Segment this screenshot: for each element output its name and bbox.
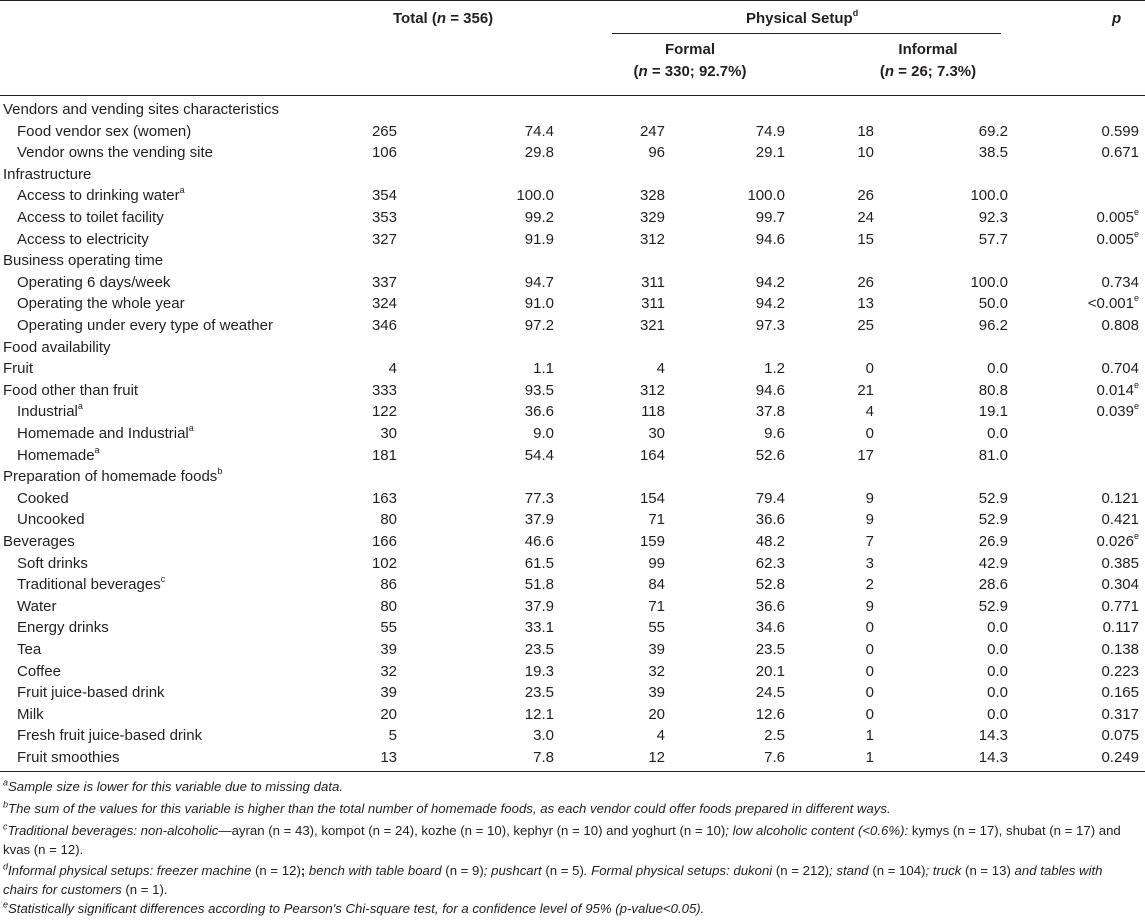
table-row [0, 488, 1145, 510]
table-row [0, 553, 1145, 575]
cell-informal-n: 9 [865, 597, 874, 615]
footnote-e: $^e$Statistically significant differences according to Pearson's Chi-square test, for a confidence level of 95% (p-value<0.05). [3, 899, 705, 916]
row-label: Access to electricity [17, 230, 149, 248]
cell-informal-pct: 38.5 [978, 144, 1008, 162]
table-row [0, 142, 1145, 164]
cell-p-value: 0.165 [1101, 684, 1139, 702]
cell-p-value: 0.704 [1101, 360, 1139, 378]
cell-informal-pct: 52.9 [978, 511, 1008, 529]
cell-formal-n: 164 [639, 446, 665, 464]
cell-formal-n: 96 [648, 144, 665, 162]
cell-informal-n: 0 [865, 705, 874, 723]
cell-informal-n: 0 [865, 619, 874, 637]
cell-formal-pct: 2.5 [764, 727, 785, 745]
cell-p-value: 0.138 [1101, 641, 1139, 658]
table-row [0, 229, 1145, 251]
cell-formal-n: 71 [648, 511, 665, 529]
cell-informal-n: 3 [865, 554, 874, 572]
cell-p-value: 0.117 [1102, 619, 1139, 637]
cell-informal-pct: 14.3 [978, 727, 1008, 745]
table-row [0, 747, 1145, 769]
table-bottom-rule [0, 771, 1145, 772]
header-informal: Informal (n = 26; 7.3%) [838, 39, 1018, 83]
cell-informal-n: 26 [857, 273, 874, 291]
cell-total-n: 163 [371, 489, 397, 507]
cell-total-n: 324 [371, 295, 397, 313]
cell-total-pct: 19.3 [524, 662, 554, 680]
cell-formal-n: 329 [639, 209, 665, 226]
cell-total-n: 166 [371, 533, 397, 550]
table-row [0, 596, 1145, 618]
cell-total-n: 32 [380, 662, 397, 680]
row-label: Vendor owns the vending site [17, 144, 213, 162]
cell-informal-pct: 14.3 [978, 749, 1008, 766]
table-row [0, 315, 1145, 337]
cell-total-pct: 74.4 [524, 122, 554, 140]
cell-total-n: 102 [371, 554, 397, 572]
table-row [0, 185, 1145, 207]
cell-total-n: 39 [380, 641, 397, 658]
cell-informal-n: 9 [865, 511, 874, 529]
cell-formal-pct: 97.3 [755, 317, 785, 334]
cell-informal-pct: 81.0 [978, 446, 1008, 464]
cell-formal-pct: 36.6 [755, 597, 785, 615]
cell-informal-pct: 100.0 [970, 273, 1008, 291]
row-label: Operating under every type of weather [17, 317, 273, 334]
cell-informal-pct: 0.0 [987, 360, 1008, 378]
cell-p-value: 0.808 [1101, 317, 1139, 334]
cell-formal-n: 311 [641, 273, 665, 291]
cell-informal-n: 1 [865, 727, 874, 745]
table-row [0, 423, 1145, 445]
cell-total-pct: 51.8 [524, 576, 554, 594]
cell-formal-pct: 94.2 [755, 295, 785, 313]
cell-total-n: 20 [380, 705, 397, 723]
cell-p-value: 0.734 [1101, 273, 1139, 291]
cell-total-n: 80 [380, 597, 397, 615]
footnote-c: $^c$Traditional beverages: non-alcoholic—ayran (n = 43), kompot (n = 24), kozhe (n = 10), kephyr (n = 10) and yoghurt (n = 10); low alcoholic content (<0.6%): kymys (n = 17), shubat (n = 17) and kvas (n = 12). [3, 821, 1121, 857]
cell-informal-pct: 92.3 [978, 209, 1008, 226]
row-label: Fruit smoothies [17, 749, 120, 766]
cell-formal-pct: 74.9 [755, 122, 785, 140]
table-row [0, 380, 1145, 402]
cell-total-n: 353 [371, 209, 397, 226]
cell-formal-n: 39 [648, 641, 665, 658]
cell-formal-pct: 20.1 [755, 662, 785, 680]
cell-formal-n: 55 [648, 619, 665, 637]
cell-informal-pct: 0.0 [987, 684, 1008, 702]
cell-informal-n: 18 [857, 122, 874, 140]
cell-formal-n: 71 [648, 597, 665, 615]
cell-informal-pct: 0.0 [987, 619, 1008, 637]
table-row [0, 99, 1145, 121]
row-label: Fresh fruit juice-based drink [17, 727, 203, 745]
cell-formal-pct: 36.6 [755, 511, 785, 529]
cell-formal-n: 99 [648, 554, 665, 572]
table-row [0, 293, 1145, 315]
table-row [0, 445, 1145, 467]
header-physical-setup: Physical Setup$^d$ [746, 8, 859, 27]
cell-formal-n: 20 [648, 705, 665, 723]
cell-total-n: 122 [371, 403, 397, 421]
table-row [0, 682, 1145, 704]
cell-formal-n: 4 [656, 360, 665, 378]
cell-informal-n: 24 [857, 209, 874, 226]
cell-informal-n: 13 [857, 295, 874, 313]
cell-total-pct: 7.8 [533, 749, 554, 766]
table-row [0, 121, 1145, 143]
cell-informal-n: 7 [865, 533, 874, 550]
cell-total-pct: 91.9 [524, 230, 554, 248]
cell-total-pct: 37.9 [524, 511, 554, 529]
cell-total-pct: 91.0 [524, 295, 554, 313]
cell-p-value: 0.014e [1096, 379, 1139, 399]
cell-formal-n: 118 [641, 403, 665, 421]
table-row [0, 704, 1145, 726]
cell-formal-n: 39 [648, 684, 665, 702]
cell-p-value: 0.385 [1101, 554, 1139, 572]
cell-formal-n: 247 [639, 122, 665, 140]
cell-informal-pct: 80.8 [978, 381, 1008, 399]
cell-formal-n: 4 [656, 727, 665, 745]
row-label: Operating the whole year [17, 295, 185, 313]
cell-total-n: 39 [380, 684, 397, 702]
cell-formal-pct: 23.5 [755, 641, 785, 658]
cell-formal-pct: 29.1 [755, 144, 785, 162]
header-formal-sub: (n = 330; 92.7%) [633, 63, 747, 80]
cell-informal-pct: 100.0 [970, 187, 1008, 205]
cell-p-value: 0.005e [1096, 207, 1139, 226]
footnote-d: $^d$Informal physical setups: freezer machine (n = 12); bench with table board (n = 9); pushcart (n = 5). Formal physical setups: dukoni (n = 212); stand (n = 104); truck (n = 13) and tables with chairs for customers (n = 1). [3, 861, 1103, 897]
row-label: Fruit [3, 360, 33, 378]
cell-total-n: 106 [371, 144, 397, 162]
cell-informal-pct: 0.0 [987, 641, 1008, 658]
table-row [0, 661, 1145, 683]
cell-total-pct: 99.2 [524, 209, 554, 226]
cell-informal-n: 4 [865, 403, 874, 421]
cell-formal-pct: 24.5 [755, 684, 785, 702]
cell-formal-pct: 12.6 [755, 705, 785, 723]
top-rule [0, 0, 1145, 1]
cell-total-n: 30 [380, 425, 397, 442]
cell-formal-pct: 52.6 [755, 446, 785, 464]
cell-formal-pct: 94.2 [755, 273, 785, 291]
physical-setup-rule [612, 33, 1001, 34]
header-formal: Formal (n = 330; 92.7%) [600, 39, 780, 83]
cell-formal-n: 328 [639, 187, 665, 205]
row-label: Cooked [17, 489, 69, 507]
row-label: Business operating time [3, 252, 164, 270]
cell-p-value: 0.121 [1101, 489, 1139, 507]
cell-p-value: 0.026e [1096, 531, 1139, 550]
cell-total-n: 354 [371, 187, 397, 205]
row-label: Soft drinks [17, 554, 88, 572]
cell-total-pct: 61.5 [524, 554, 554, 572]
cell-total-n: 333 [371, 381, 397, 399]
cell-formal-n: 311 [641, 295, 665, 313]
cell-informal-pct: 0.0 [987, 425, 1008, 442]
row-label: Homemade and Industrial$^a$ [17, 423, 194, 442]
cell-informal-n: 2 [865, 576, 874, 594]
cell-total-pct: 77.3 [524, 489, 554, 507]
cell-total-n: 181 [371, 446, 397, 464]
cell-formal-n: 32 [648, 662, 665, 680]
cell-total-n: 55 [380, 619, 397, 637]
cell-total-n: 346 [371, 317, 397, 334]
cell-total-pct: 46.6 [524, 533, 554, 550]
cell-informal-pct: 28.6 [978, 576, 1008, 594]
cell-formal-n: 312 [639, 230, 665, 248]
row-label: Fruit juice-based drink [17, 684, 165, 702]
cell-p-value: 0.317 [1101, 705, 1139, 723]
table-row [0, 358, 1145, 380]
row-label: Traditional beverages$^c$ [17, 574, 166, 594]
cell-informal-pct: 26.9 [978, 533, 1008, 550]
cell-total-pct: 29.8 [524, 144, 554, 162]
cell-formal-pct: 94.6 [755, 381, 785, 399]
table-row [0, 574, 1145, 596]
row-label: Tea [17, 641, 42, 658]
footnote-a: $^a$Sample size is lower for this variable due to missing data. [3, 777, 343, 794]
cell-total-n: 5 [388, 727, 397, 745]
cell-informal-n: 1 [865, 749, 874, 766]
cell-formal-n: 312 [639, 381, 665, 399]
cell-informal-pct: 57.7 [978, 230, 1008, 248]
cell-total-n: 4 [388, 360, 397, 378]
cell-p-value: 0.671 [1101, 144, 1139, 162]
row-label: Beverages [3, 533, 75, 550]
cell-formal-pct: 99.7 [755, 209, 785, 226]
cell-formal-n: 12 [648, 749, 665, 766]
cell-informal-n: 26 [857, 187, 874, 205]
cell-total-n: 337 [371, 273, 397, 291]
cell-total-pct: 9.0 [533, 425, 554, 442]
table-row [0, 250, 1145, 272]
cell-informal-pct: 0.0 [987, 705, 1008, 723]
cell-formal-n: 30 [648, 425, 665, 442]
cell-informal-pct: 42.9 [978, 554, 1008, 572]
table-row [0, 617, 1145, 639]
cell-total-pct: 54.4 [524, 446, 554, 464]
cell-informal-pct: 69.2 [978, 122, 1008, 140]
cell-informal-n: 0 [865, 425, 874, 442]
header-bottom-rule [0, 95, 1145, 96]
cell-formal-pct: 37.8 [755, 403, 785, 421]
cell-informal-n: 0 [865, 641, 874, 658]
cell-p-value: 0.249 [1101, 749, 1139, 766]
cell-informal-pct: 96.2 [978, 317, 1008, 334]
table-row [0, 164, 1145, 186]
cell-formal-pct: 62.3 [755, 554, 785, 572]
cell-total-pct: 100.0 [516, 187, 554, 205]
cell-p-value: 0.599 [1101, 122, 1139, 140]
cell-p-value: 0.421 [1101, 511, 1139, 529]
cell-total-pct: 23.5 [524, 641, 554, 658]
cell-informal-n: 9 [865, 489, 874, 507]
row-label: Food availability [3, 338, 111, 356]
row-label: Food other than fruit [3, 381, 139, 399]
cell-formal-n: 84 [648, 576, 665, 594]
table-row [0, 509, 1145, 531]
header-p: p [1112, 10, 1122, 27]
table-row [0, 207, 1145, 229]
cell-formal-n: 321 [639, 317, 665, 334]
cell-total-pct: 37.9 [524, 597, 554, 615]
row-label: Industrial$^a$ [17, 401, 83, 421]
cell-informal-n: 0 [865, 662, 874, 680]
row-label: Homemade$^a$ [17, 444, 100, 464]
cell-total-n: 265 [371, 122, 397, 140]
cell-p-value: 0.771 [1101, 597, 1139, 615]
cell-total-pct: 33.1 [524, 619, 554, 637]
cell-total-pct: 23.5 [524, 684, 554, 702]
row-label: Access to toilet facility [17, 209, 164, 226]
cell-total-n: 327 [371, 230, 397, 248]
cell-informal-n: 0 [865, 360, 874, 378]
cell-p-value: 0.075 [1101, 727, 1139, 745]
cell-informal-n: 15 [857, 230, 874, 248]
cell-total-n: 13 [380, 749, 397, 766]
table-row [0, 272, 1145, 294]
cell-informal-n: 0 [865, 684, 874, 702]
cell-informal-n: 10 [857, 144, 874, 162]
cell-formal-pct: 79.4 [755, 489, 785, 507]
cell-total-pct: 94.7 [524, 273, 554, 291]
table-row [0, 337, 1145, 359]
table-row [0, 401, 1145, 423]
row-label: Operating 6 days/week [17, 273, 171, 291]
cell-formal-pct: 7.6 [764, 749, 785, 766]
cell-formal-pct: 48.2 [755, 533, 785, 550]
row-label: Vendors and vending sites characteristics [3, 101, 279, 118]
cell-formal-pct: 9.6 [764, 425, 785, 442]
cell-p-value: 0.039e [1096, 401, 1139, 421]
row-label: Food vendor sex (women) [17, 122, 192, 140]
row-label: Energy drinks [17, 619, 109, 637]
cell-informal-pct: 19.1 [978, 403, 1008, 421]
cell-total-n: 80 [380, 511, 397, 529]
cell-total-pct: 97.2 [524, 317, 554, 334]
cell-formal-pct: 100.0 [747, 187, 785, 205]
table-row [0, 466, 1145, 488]
cell-total-pct: 1.1 [533, 360, 554, 378]
row-label: Uncooked [17, 511, 85, 529]
cell-total-pct: 93.5 [524, 381, 554, 399]
cell-p-value: 0.005e [1096, 228, 1139, 248]
cell-formal-pct: 1.2 [764, 360, 785, 378]
cell-formal-n: 159 [639, 533, 665, 550]
cell-formal-n: 154 [639, 489, 665, 507]
cell-informal-pct: 52.9 [978, 489, 1008, 507]
cell-informal-n: 25 [857, 317, 874, 334]
cell-informal-pct: 0.0 [987, 662, 1008, 680]
cell-total-pct: 3.0 [533, 727, 554, 745]
cell-informal-n: 17 [857, 446, 874, 464]
cell-informal-pct: 52.9 [978, 597, 1008, 615]
row-label: Milk [17, 705, 44, 723]
header-total: Total (n = 356) [393, 10, 494, 27]
cell-formal-pct: 94.6 [755, 230, 785, 248]
cell-total-pct: 12.1 [524, 705, 554, 723]
row-label: Infrastructure [3, 165, 92, 183]
table-row [0, 531, 1145, 553]
header-informal-sub: (n = 26; 7.3%) [879, 63, 977, 80]
cell-total-n: 86 [380, 576, 397, 594]
cell-p-value: 0.304 [1101, 576, 1139, 594]
cell-formal-pct: 34.6 [755, 619, 785, 637]
cell-total-pct: 36.6 [524, 403, 554, 421]
cell-formal-pct: 52.8 [755, 576, 785, 594]
row-label: Water [17, 597, 57, 615]
cell-informal-pct: 50.0 [978, 295, 1008, 313]
cell-informal-n: 21 [857, 381, 874, 399]
footnote-b: $^b$The sum of the values for this variable is higher than the total number of homemade foods, as each vendor could offer foods prepared in different ways. [3, 799, 891, 816]
row-label: Access to drinking water$^a$ [17, 185, 185, 205]
cell-p-value: 0.223 [1101, 662, 1139, 680]
row-label: Coffee [17, 662, 61, 680]
table-row [0, 725, 1145, 747]
cell-p-value: <0.001$^e$ [1087, 293, 1139, 313]
row-label: Preparation of homemade foods$^b$ [3, 466, 223, 486]
table-row [0, 639, 1145, 661]
